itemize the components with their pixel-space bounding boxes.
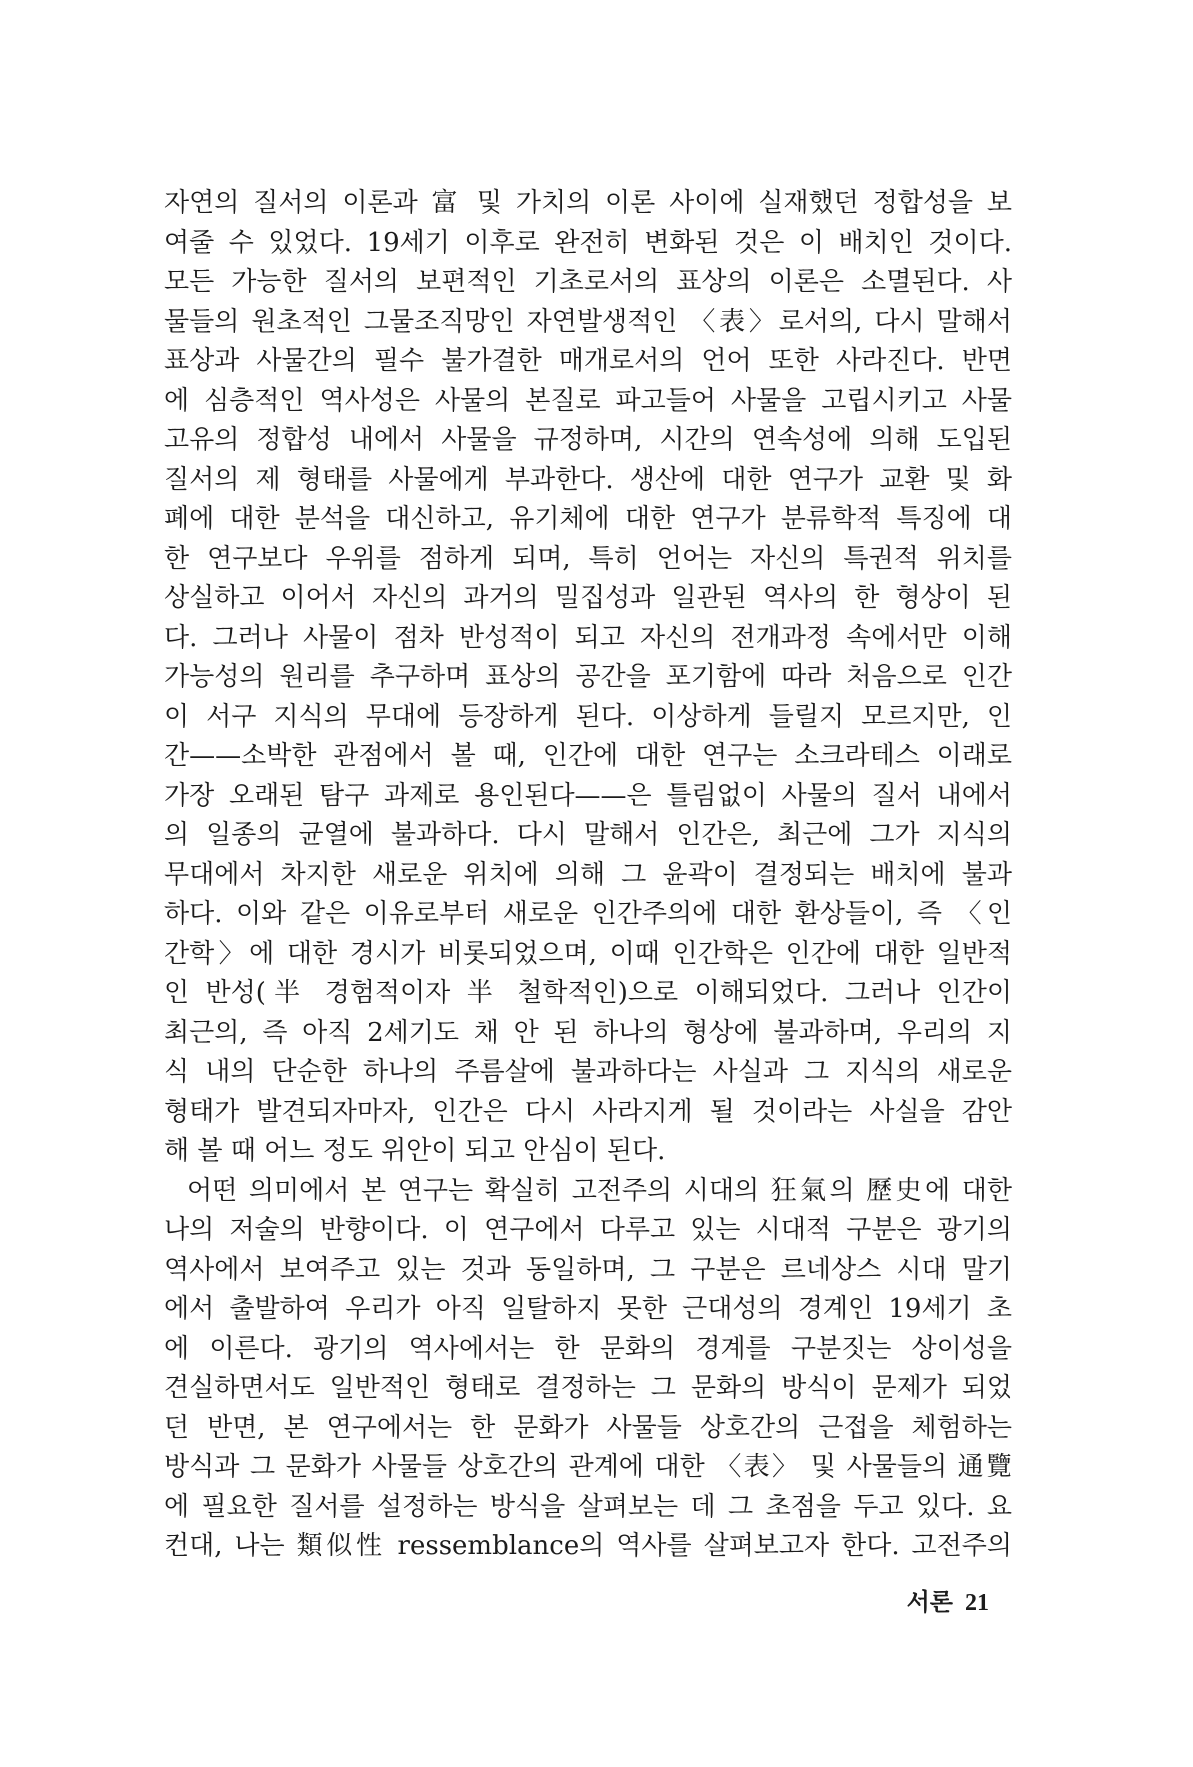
text-line: 가장 오래된 탐구 과제로 용인된다——은 틀림없이 사물의 질서 내에서 xyxy=(164,780,1012,811)
text-line: 컨대, 나는 類似性 ressemblance의 역사를 살펴보고자 한다. 고전주의 xyxy=(164,1531,1012,1561)
text-line: 의 일종의 균열에 불과하다. 다시 말해서 인간은, 최근에 그가 지식의 xyxy=(164,820,1012,850)
text-line: 해 볼 때 어느 정도 위안이 되고 안심이 된다. xyxy=(164,1136,666,1166)
text-line: 에 심층적인 역사성은 사물의 본질로 파고들어 사물을 고립시키고 사물 xyxy=(164,385,1012,416)
text-line: 하다. 이와 같은 이유로부터 새로운 인간주의에 대한 환상들이, 즉 〈인 xyxy=(164,899,1012,929)
paragraph xyxy=(164,184,1012,1172)
text-line: 질서의 제 형태를 사물에게 부과한다. 생산에 대한 연구가 교환 및 화 xyxy=(164,464,1012,495)
text-line: 에 필요한 질서를 설정하는 방식을 살펴보는 데 그 초점을 두고 있다. 요 xyxy=(164,1491,1012,1522)
text-line: 최근의, 즉 아직 2세기도 채 안 된 하나의 형상에 불과하며, 우리의 지 xyxy=(164,1017,1012,1048)
text-line: 물들의 원초적인 그물조직망인 자연발생적인 〈表〉로서의, 다시 말해서 xyxy=(164,306,1012,337)
text-line: 역사에서 보여주고 있는 것과 동일하며, 그 구분은 르네상스 시대 말기 xyxy=(164,1254,1012,1285)
text-line: 에 이른다. 광기의 역사에서는 한 문화의 경계를 구분짓는 상이성을 xyxy=(164,1333,1012,1364)
running-foot xyxy=(907,1587,989,1617)
text-line: 표상과 사물간의 필수 불가결한 매개로서의 언어 또한 사라진다. 반면 xyxy=(164,346,1012,376)
text-line: 이 서구 지식의 무대에 등장하게 된다. 이상하게 들릴지 모르지만, 인 xyxy=(164,701,1012,732)
page-number: 21 xyxy=(965,1590,989,1616)
text-line: 모든 가능한 질서의 보편적인 기초로서의 표상의 이론은 소멸된다. 사 xyxy=(164,267,1012,297)
text-line: 한 연구보다 우위를 점하게 되며, 특히 언어는 자신의 특권적 위치를 xyxy=(164,543,1012,574)
running-foot-section: 서론 xyxy=(906,1587,953,1616)
text-line: 던 반면, 본 연구에서는 한 문화가 사물들 상호간의 근접을 체험하는 xyxy=(164,1412,1012,1443)
text-line: 무대에서 차지한 새로운 위치에 의해 그 윤곽이 결정되는 배치에 불과 xyxy=(164,859,1012,890)
paragraph xyxy=(164,1172,1012,1567)
text-line: 어떤 의미에서 본 연구는 확실히 고전주의 시대의 狂氣의 歷史에 대한 xyxy=(187,1175,1012,1206)
text-line: 나의 저술의 반향이다. 이 연구에서 다루고 있는 시대적 구분은 광기의 xyxy=(164,1215,1012,1245)
text-line: 다. 그러나 사물이 점차 반성적이 되고 자신의 전개과정 속에서만 이해 xyxy=(164,622,1012,653)
text-line: 간학〉에 대한 경시가 비롯되었으며, 이때 인간학은 인간에 대한 일반적 xyxy=(164,938,1012,969)
text-line: 고유의 정합성 내에서 사물을 규정하며, 시간의 연속성에 의해 도입된 xyxy=(164,425,1012,455)
text-line: 상실하고 이어서 자신의 과거의 밀집성과 일관된 역사의 한 형상이 된 xyxy=(164,583,1012,613)
text-line: 폐에 대한 분석을 대신하고, 유기체에 대한 연구가 분류학적 특징에 대 xyxy=(164,504,1012,534)
text-line: 견실하면서도 일반적인 형태로 결정하는 그 문화의 방식이 문제가 되었 xyxy=(164,1373,1012,1403)
text-line: 인 반성(半 경험적이자 半 철학적인)으로 이해되었다. 그러나 인간이 xyxy=(164,978,1012,1008)
text-line: 간——소박한 관점에서 볼 때, 인간에 대한 연구는 소크라테스 이래로 xyxy=(164,741,1012,771)
text-line: 식 내의 단순한 하나의 주름살에 불과하다는 사실과 그 지식의 새로운 xyxy=(164,1057,1012,1087)
text-line: 여줄 수 있었다. 19세기 이후로 완전히 변화된 것은 이 배치인 것이다. xyxy=(164,227,1012,258)
body-text xyxy=(164,184,1012,1567)
text-line: 형태가 발견되자마자, 인간은 다시 사라지게 될 것이라는 사실을 감안 xyxy=(164,1096,1012,1127)
text-line: 가능성의 원리를 추구하며 표상의 공간을 포기함에 따라 처음으로 인간 xyxy=(164,662,1012,692)
text-line: 자연의 질서의 이론과 富 및 가치의 이론 사이에 실재했던 정합성을 보 xyxy=(164,188,1012,218)
text-line: 에서 출발하여 우리가 아직 일탈하지 못한 근대성의 경계인 19세기 초 xyxy=(164,1294,1012,1324)
text-line: 방식과 그 문화가 사물들 상호간의 관계에 대한 〈表〉 및 사물들의 通覽 xyxy=(164,1452,1012,1482)
